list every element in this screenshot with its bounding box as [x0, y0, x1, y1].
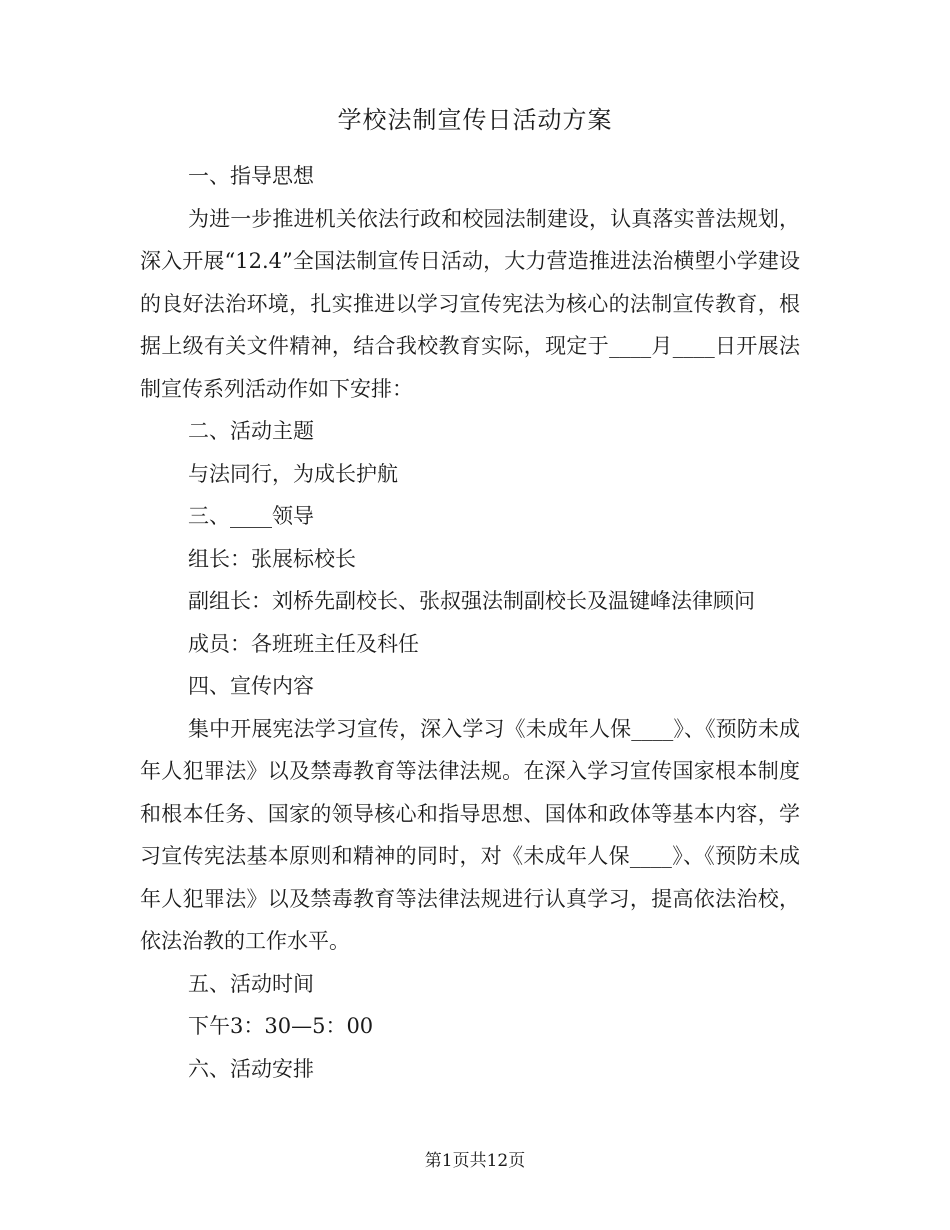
- paragraph-publicity-content: 集中开展宪法学习宣传，深入学习《未成年人保____》、《预防未成年人犯罪法》以及禁毒教育等法律法规。在深入学习宣传国家根本制度和根本任务、国家的领导核心和指导思想、国体和政体等基本内容，学习宣传宪法基本原则和精神的同时，对《未成年人保____》、《预防未成年人犯罪法》以及禁毒教育等法律法规进行认真学习，提高依法治校，依法治教的工作水平。: [140, 716, 800, 953]
- paragraph-members: 成员：各班班主任及科任: [188, 631, 419, 656]
- section-heading-activity-theme: 二、活动主题: [188, 419, 314, 443]
- section-heading-guiding-ideology: 一、指导思想: [188, 164, 314, 188]
- document-body: [140, 155, 800, 1090]
- section-heading-publicity-content: 四、宣传内容: [188, 674, 314, 698]
- page-indicator: 第1页共12页: [424, 1151, 526, 1171]
- section-heading-leadership: 三、____领导: [188, 504, 314, 528]
- paragraph-activity-time: 下午3：30—5：00: [188, 1014, 374, 1038]
- paragraph-guiding-ideology: 为进一步推进机关依法行政和校园法制建设，认真落实普法规划，深入开展“12.4”全国法制宣传日活动，大力营造推进法治横塱小学建设的良好法治环境，扎实推进以学习宣传宪法为核心的法制宣传教育，根据上级有关文件精神，结合我校教育实际，现定于____月____日开展法制宣传系列活动作如下安排：: [140, 206, 800, 401]
- paragraph-activity-theme: 与法同行，为成长护航: [188, 461, 398, 486]
- document-title: 学校法制宣传日活动方案: [337, 106, 613, 134]
- paragraph-group-leader: 组长：张展标校长: [188, 546, 356, 571]
- section-heading-activity-arrangement: 六、活动安排: [188, 1056, 314, 1081]
- paragraph-deputy-leader: 副组长：刘桥先副校长、张叔强法制副校长及温键峰法律顾问: [188, 589, 755, 613]
- section-heading-activity-time: 五、活动时间: [188, 971, 314, 996]
